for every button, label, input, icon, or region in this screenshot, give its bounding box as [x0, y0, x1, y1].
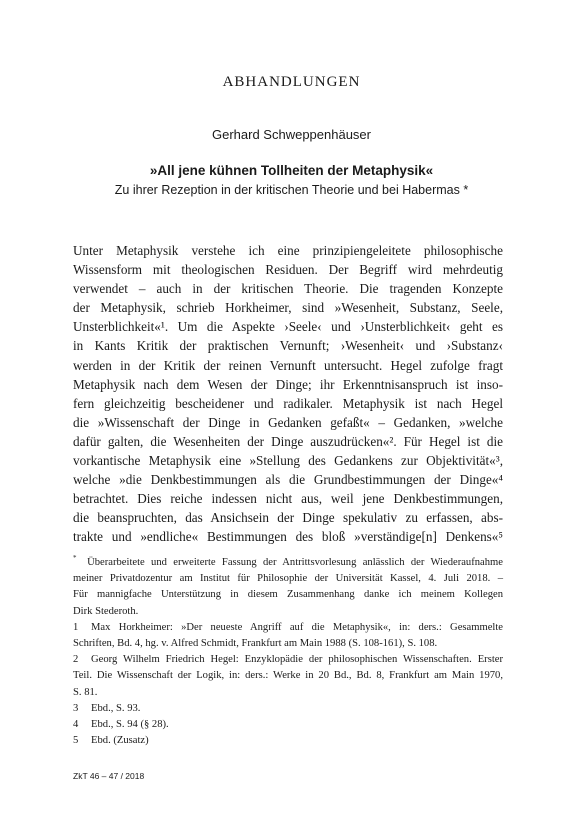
footnote-line: 4 Ebd., S. 94 (§ 28).: [73, 717, 503, 733]
footnote-line: Für mannigfache Unterstützung in diesem Zusammenhang danke ich meinem Kollegen: [73, 589, 503, 601]
article-subtitle: Zu ihrer Rezeption in der kritischen Theorie und bei Habermas *: [114, 183, 469, 197]
body-line: die beanspruchten, das Ansichsein der Dinge spekulativ zu erfassen, abs-: [73, 510, 503, 526]
footnote-line: 5 Ebd. (Zusatz): [73, 733, 503, 749]
footnote-line: * Überarbeitete und erweiterte Fassung der Antrittsvorlesung anlässlich der Wiederaufnahme: [73, 554, 503, 568]
footnote-line: Schriften, Bd. 4, hg. v. Alfred Schmidt, Frankfurt am Main 1988 (S. 108-161), S. 108.: [73, 637, 438, 649]
footnotes: [73, 555, 503, 749]
body-line: vorkantische Metaphysik eine »Stellung des Gedankens zur Objektivität«³,: [73, 453, 503, 469]
body-line: Unsterblichkeit«¹. Um die Aspekte ›Seele‹ und ›Unsterblichkeit‹ geht es: [73, 319, 503, 335]
footnote-mark: *: [73, 554, 77, 562]
footnote-line: 2 Georg Wilhelm Friedrich Hegel: Enzyklopädie der philosophischen Wissenschaften. Erster: [73, 652, 503, 668]
footnote-line: meiner Privatdozentur am Institut für Philosophie der Universität Kassel, 4. Juli 2018. –: [73, 573, 503, 585]
body-line: verwendet – auch in der kritischen Theorie. Die tragenden Konzepte: [73, 281, 503, 297]
footnote-number: 5: [73, 735, 79, 747]
body-line: dafür galten, die Wesenheiten der Dinge auszudrücken«². Für Hegel ist die: [73, 433, 503, 449]
body-line: werden in der Kritik der reinen Vernunft untersucht. Hegel zufolge fragt: [73, 357, 503, 373]
body-line: der Metaphysik, schrieb Horkheimer, sind »Wesenheit, Substanz, Seele,: [73, 300, 503, 316]
body-line: die »Wissenschaft der Dinge in Gedanken gefaßt« – Gedanken, »welche: [73, 414, 503, 430]
body-line: trakte und »endliche« Bestimmungen des bloß »verständige[n] Denkens«⁵: [73, 529, 503, 545]
article-title: »All jene kühnen Tollheiten der Metaphysik«: [149, 163, 434, 178]
footnote-line: Teil. Die Wissenschaft der Logik, in: ders.: Werke in 20 Bd., Bd. 8, Frankfurt am Main 1970,: [73, 670, 503, 682]
footnote-line: Dirk Stederoth.: [73, 605, 139, 617]
body-line: fern gleichzeitig bescheidener und radikaler. Metaphysik ist nach Hegel: [73, 395, 503, 411]
body-line: Unter Metaphysik verstehe ich eine prinzipiengeleitete philosophische: [73, 243, 503, 258]
footnote-line: 1 Max Horkheimer: »Der neueste Angriff auf die Metaphysik«, in: ders.: Gesammelte: [73, 620, 503, 636]
body-line: in Kants Kritik der praktischen Vernunft; ›Wesenheit‹ und ›Substanz‹: [73, 338, 503, 354]
body-line: Wissensform mit theologischen Residuen. Der Begriff wird mehrdeutig: [73, 262, 503, 278]
footnote-line: 3 Ebd., S. 93.: [73, 701, 503, 717]
footnote-number: 2: [73, 654, 79, 666]
journal-footer: ZkT 46 – 47 / 2018: [73, 771, 145, 781]
footnote-number: 4: [73, 718, 79, 730]
author-name: Gerhard Schweppenhäuser: [212, 127, 371, 142]
body-line: Metaphysik nach dem Wesen der Dinge; ihr Erkenntnisanspruch ist inso-: [73, 376, 503, 392]
footnote-line: S. 81.: [73, 686, 98, 698]
body-line: welche »die Denkbestimmungen als die Grundbestimmungen der Dinge«⁴: [73, 472, 503, 488]
footnote-number: 3: [73, 702, 79, 714]
body-line: betrachtet. Dies reiche indessen nicht aus, weil jene Denkbestimmungen,: [73, 491, 503, 507]
body-text: [73, 241, 503, 547]
section-heading: ABHANDLUNGEN: [222, 74, 361, 90]
footnote-number: 1: [73, 621, 79, 633]
